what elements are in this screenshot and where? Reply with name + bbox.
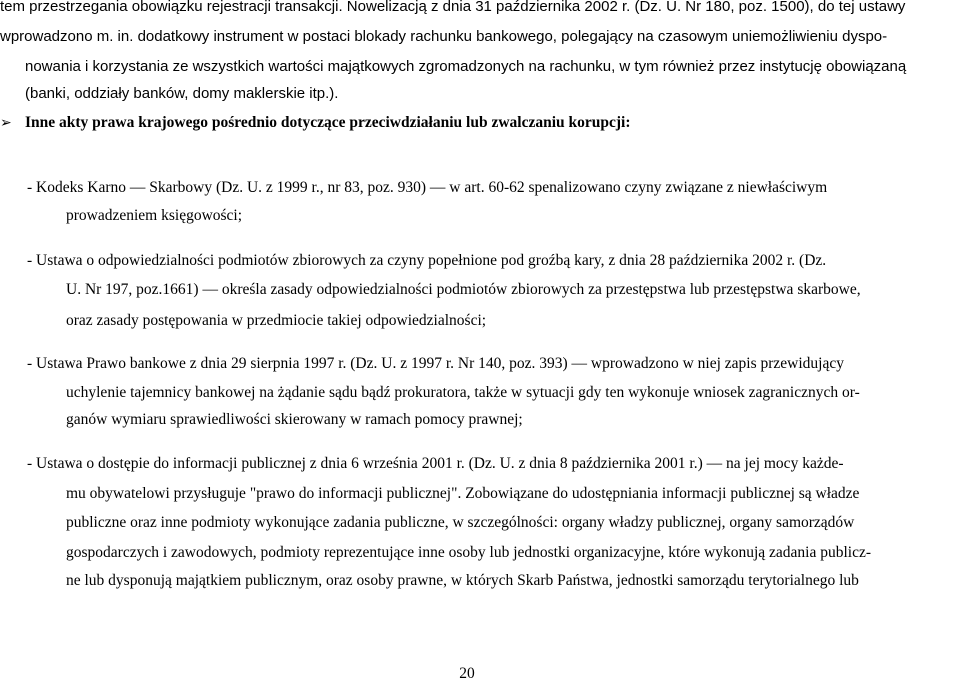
list-item-line: ganów wymiaru sprawiedliwości skierowany w ramach pomocy prawnej; [66,411,523,428]
paragraph-line: nowania i korzystania ze wszystkich wartości majątkowych zgromadzonych na rachunku, w tym również przez instytucję obowiązaną [25,58,907,75]
list-item-line: publiczne oraz inne podmioty wykonujące zadania publiczne, w szczególności: organy władzy publicznej, organy samorządów [66,514,855,531]
section-heading [0,113,631,133]
list-item-line: - Ustawa o odpowiedzialności podmiotów zbiorowych za czyny popełnione pod groźbą kary, z dnia 28 października 2002 r. (Dz. [27,252,827,269]
paragraph-line: wprowadzono m. in. dodatkowy instrument w postaci blokady rachunku bankowego, polegający na czasowym uniemożliwieniu dyspo- [0,28,888,45]
list-item-line: uchylenie tajemnicy bankowej na żądanie sądu bądź prokuratora, także w sytuacji gdy ten wykonuje wniosek zagranicznych or- [66,384,860,401]
list-item-line: U. Nr 197, poz.1661) — określa zasady odpowiedzialności podmiotów zbiorowych za przestępstwa lub przestępstwa skarbowe, [66,281,861,298]
paragraph-line: tem przestrzegania obowiązku rejestracji transakcji. Nowelizacją z dnia 31 października 2002 r. (Dz. U. Nr 180, poz. 1500), do tej ustawy [0,0,906,15]
list-item-line: - Ustawa Prawo bankowe z dnia 29 sierpnia 1997 r. (Dz. U. z 1997 r. Nr 140, poz. 393) — wprowadzono w niej zapis przewidujący [27,355,844,372]
list-item-line: mu obywatelowi przysługuje "prawo do informacji publicznej". Zobowiązane do udostępniania informacji publicznej są władze [66,485,860,502]
list-item-line: oraz zasady postępowania w przedmiocie takiej odpowiedzialności; [66,312,487,329]
list-item-line: ne lub dysponują majątkiem publicznym, oraz osoby prawne, w których Skarb Państwa, jednostki samorządu terytorialnego lub [66,572,859,589]
list-item-line: gospodarczych i zawodowych, podmioty reprezentujące inne osoby lub jednostki organizacyjne, które wykonują zadania publicz- [66,544,872,561]
page-number: 20 [459,665,475,682]
list-item-line: prowadzeniem księgowości; [66,207,243,224]
list-item-line: - Kodeks Karno — Skarbowy (Dz. U. z 1999 r., nr 83, poz. 930) — w art. 60-62 spenalizowano czyny związane z niewłaściwym [27,179,828,196]
paragraph-line: (banki, oddziały banków, domy maklerskie itp.). [25,85,339,102]
arrow-bullet-icon: ➢ [0,115,12,131]
list-item-line: - Ustawa o dostępie do informacji publicznej z dnia 6 września 2001 r. (Dz. U. z dnia 8 października 2001 r.) — na jej mocy każde- [27,455,844,472]
section-heading-text: Inne akty prawa krajowego pośrednio dotyczące przeciwdziałaniu lub zwalczaniu korupcji: [25,114,631,131]
